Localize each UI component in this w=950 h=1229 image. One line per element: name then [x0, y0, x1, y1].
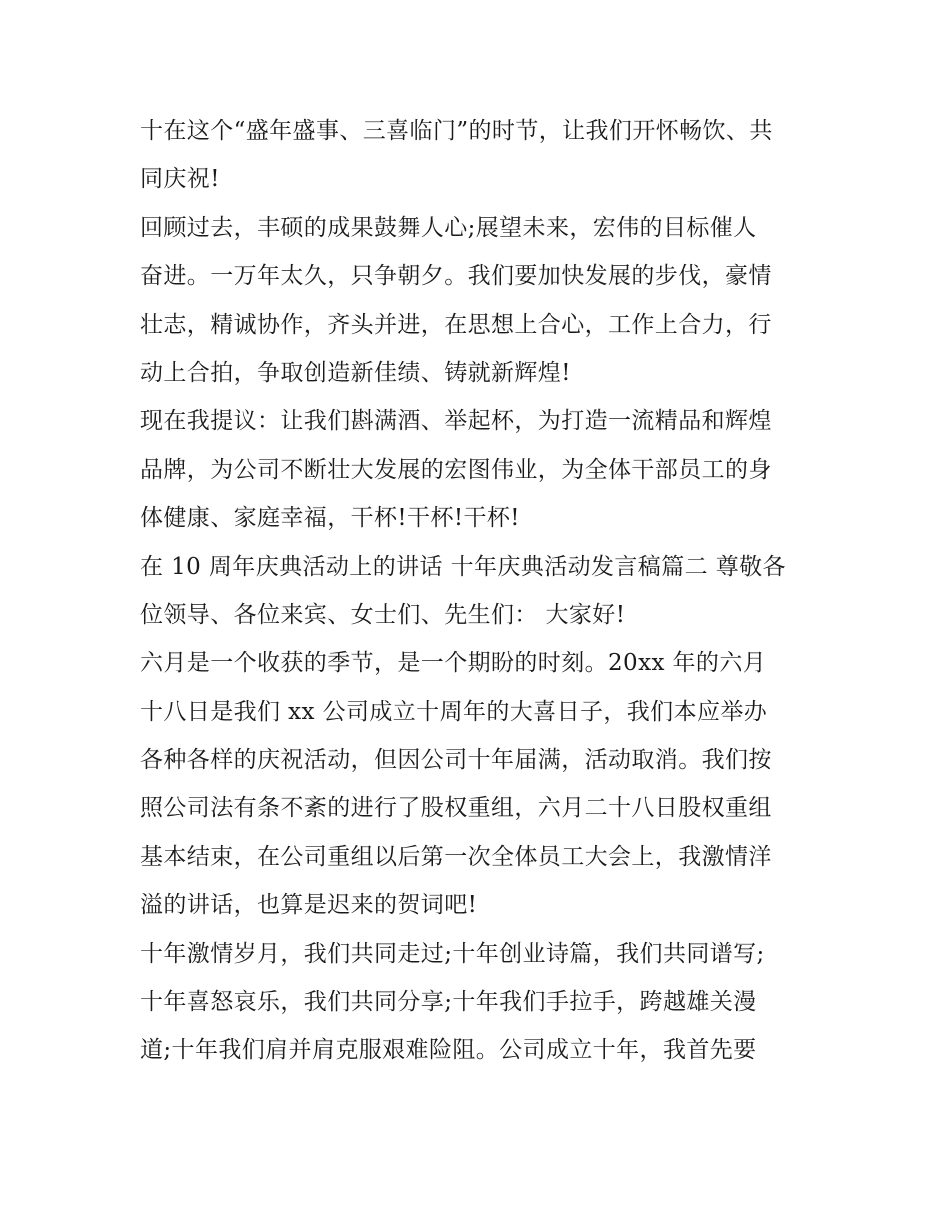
text-line: 体健康、家庭幸福，干杯!干杯!干杯!: [140, 505, 520, 532]
paragraph-toast-proposal: [140, 397, 820, 542]
text-line: 奋进。一万年太久，只争朝夕。我们要加快发展的步伐，豪情: [140, 263, 772, 290]
text-line: 品牌，为公司不断壮大发展的宏图伟业，为全体干部员工的身: [140, 456, 772, 483]
text-line: 现在我提议：让我们斟满酒、举起杯，为打造一流精品和辉煌: [140, 408, 772, 435]
text-line: 溢的讲话，也算是迟来的贺词吧!: [140, 892, 478, 919]
text-line: 道;十年我们肩并肩克服艰难险阻。公司成立十年，我首先要: [140, 1037, 757, 1064]
text-line: 同庆祝!: [140, 166, 220, 193]
paragraph-june-anniversary: [140, 639, 820, 929]
text-line: 十年喜怒哀乐，我们共同分享;十年我们手拉手，跨越雄关漫: [140, 989, 757, 1016]
document-body: [140, 107, 820, 1075]
text-line: 回顾过去，丰硕的成果鼓舞人心;展望未来，宏伟的目标催人: [140, 214, 757, 241]
text-line: 十在这个“盛年盛事、三喜临门”的时节，让我们开怀畅饮、共: [140, 118, 773, 144]
text-line: 位领导、各位来宾、女士们、先生们： 大家好!: [140, 601, 626, 628]
text-line: 十年激情岁月，我们共同走过;十年创业诗篇，我们共同谱写;: [140, 940, 765, 967]
paragraph-speech-two-heading: [140, 543, 820, 640]
paragraph-review-and-outlook: [140, 204, 820, 398]
paragraph-ten-years-passion: [140, 930, 820, 1075]
text-line: 六月是一个收获的季节，是一个期盼的时刻。20xx 年的六月: [140, 650, 767, 677]
text-line: 照公司法有条不紊的进行了股权重组，六月二十八日股权重组: [140, 795, 772, 822]
text-line: 壮志，精诚协作，齐头并进，在思想上合心，工作上合力，行: [140, 311, 772, 338]
text-line: 各种各样的庆祝活动，但因公司十年届满，活动取消。我们按: [140, 747, 772, 774]
paragraph-toast-closing: [140, 107, 820, 204]
text-line: 动上合拍，争取创造新佳绩、铸就新辉煌!: [140, 359, 571, 386]
text-line: 十八日是我们 xx 公司成立十周年的大喜日子，我们本应举办: [140, 698, 768, 725]
text-line: 在 10 周年庆典活动上的讲话 十年庆典活动发言稿篇二 尊敬各: [140, 553, 786, 580]
text-line: 基本结束，在公司重组以后第一次全体员工大会上，我激情洋: [140, 843, 772, 870]
